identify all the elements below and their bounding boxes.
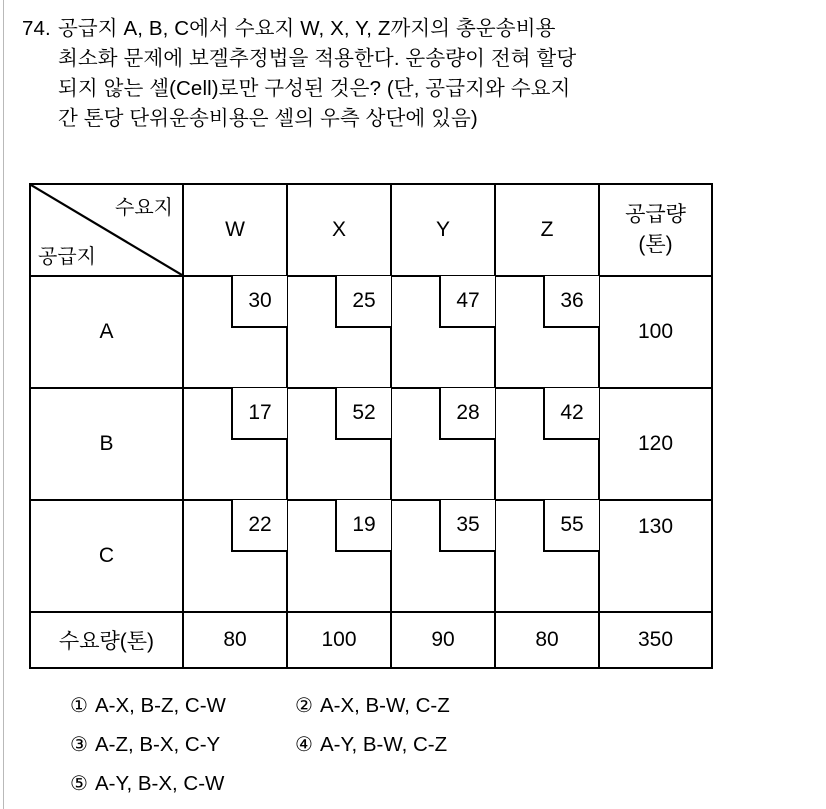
- corner-source-label: 공급지: [38, 246, 96, 268]
- cost-value-c-w: 22: [231, 500, 287, 552]
- answer-option-3[interactable]: [70, 725, 220, 765]
- supply-header-cell: [599, 184, 712, 276]
- option-text-5: A-Y, B-X, C-W: [94, 772, 225, 795]
- table-row: [30, 388, 712, 500]
- question-text-4: 간 톤당 단위운송비용은 셀의 우측 상단에 있음): [58, 107, 478, 130]
- cost-value-a-x: 25: [335, 276, 391, 328]
- cost-value-b-y: 28: [439, 388, 495, 440]
- demand-value-x: 100: [287, 612, 391, 668]
- supply-cell-a: [599, 276, 712, 388]
- answer-option-1[interactable]: [70, 686, 226, 726]
- demand-value-y: 90: [391, 612, 495, 668]
- destination-header-z: Z: [495, 184, 599, 276]
- corner-header-cell: [30, 184, 183, 276]
- question-text-1: 공급지 A, B, C에서 수요지 W, X, Y, Z까지의 총운송비용: [58, 17, 556, 40]
- question-line-1: [22, 14, 812, 44]
- answer-option-4[interactable]: [295, 725, 447, 765]
- supply-header-line2: (톤): [638, 233, 673, 256]
- cell-a-w: [183, 276, 287, 388]
- cell-c-y: [391, 500, 495, 612]
- cost-value-a-y: 47: [439, 276, 495, 328]
- option-marker-5: ⑤: [70, 773, 88, 795]
- cell-a-y: [391, 276, 495, 388]
- question-number: 74.: [22, 17, 51, 40]
- demand-value-w: 80: [183, 612, 287, 668]
- cell-b-z: [495, 388, 599, 500]
- cell-c-w: [183, 500, 287, 612]
- answer-options: [0, 686, 826, 803]
- option-text-3: A-Z, B-X, C-Y: [94, 733, 221, 756]
- option-row-3: [0, 764, 826, 803]
- option-text-1: A-X, B-Z, C-W: [94, 694, 226, 717]
- option-text-2: A-X, B-W, C-Z: [319, 694, 450, 717]
- source-label-a: A: [30, 276, 183, 388]
- cost-value-b-w: 17: [231, 388, 287, 440]
- answer-option-5[interactable]: [70, 764, 224, 804]
- supply-cell-c: [599, 500, 712, 612]
- question-text-3: 되지 않는 셀(Cell)로만 구성된 것은? (단, 공급지와 수요지: [58, 77, 571, 100]
- demand-row-label: 수요량(톤): [30, 612, 183, 668]
- demand-value-z: 80: [495, 612, 599, 668]
- question-line-4: [22, 104, 812, 134]
- option-marker-1: ①: [70, 695, 88, 717]
- source-label-c: C: [30, 500, 183, 612]
- destination-header-w: W: [183, 184, 287, 276]
- destination-header-y: Y: [391, 184, 495, 276]
- demand-total: 350: [599, 612, 712, 668]
- option-marker-2: ②: [295, 695, 313, 717]
- cost-value-c-x: 19: [335, 500, 391, 552]
- question-text-2: 최소화 문제에 보겔추정법을 적용한다. 운송량이 전혀 할당: [58, 47, 577, 70]
- cost-value-c-y: 35: [439, 500, 495, 552]
- question-stem: [22, 14, 812, 134]
- transportation-cost-table: [29, 183, 713, 669]
- table-row: [30, 276, 712, 388]
- destination-header-x: X: [287, 184, 391, 276]
- cell-b-y: [391, 388, 495, 500]
- demand-row: [30, 612, 712, 668]
- corner-destination-label: 수요지: [115, 197, 173, 219]
- cell-b-w: [183, 388, 287, 500]
- answer-option-2[interactable]: [295, 686, 450, 726]
- cell-c-z: [495, 500, 599, 612]
- question-line-2: [22, 44, 812, 74]
- cost-value-b-x: 52: [335, 388, 391, 440]
- option-text-4: A-Y, B-W, C-Z: [319, 733, 448, 756]
- cost-value-a-z: 36: [543, 276, 599, 328]
- option-row-2: [0, 725, 826, 764]
- table-header-row: [30, 184, 712, 276]
- option-marker-4: ④: [295, 734, 313, 756]
- supply-cell-b: [599, 388, 712, 500]
- source-label-b: B: [30, 388, 183, 500]
- option-marker-3: ③: [70, 734, 88, 756]
- cost-value-b-z: 42: [543, 388, 599, 440]
- cell-a-z: [495, 276, 599, 388]
- cost-value-c-z: 55: [543, 500, 599, 552]
- table-row: [30, 500, 712, 612]
- option-row-1: [0, 686, 826, 725]
- supply-header-line1: 공급량: [625, 203, 686, 226]
- supply-value-b: 120: [637, 432, 674, 455]
- supply-value-c: 130: [637, 515, 674, 538]
- cost-value-a-w: 30: [231, 276, 287, 328]
- cell-a-x: [287, 276, 391, 388]
- cell-b-x: [287, 388, 391, 500]
- question-line-3: [22, 74, 812, 104]
- cell-c-x: [287, 500, 391, 612]
- supply-value-a: 100: [637, 320, 674, 343]
